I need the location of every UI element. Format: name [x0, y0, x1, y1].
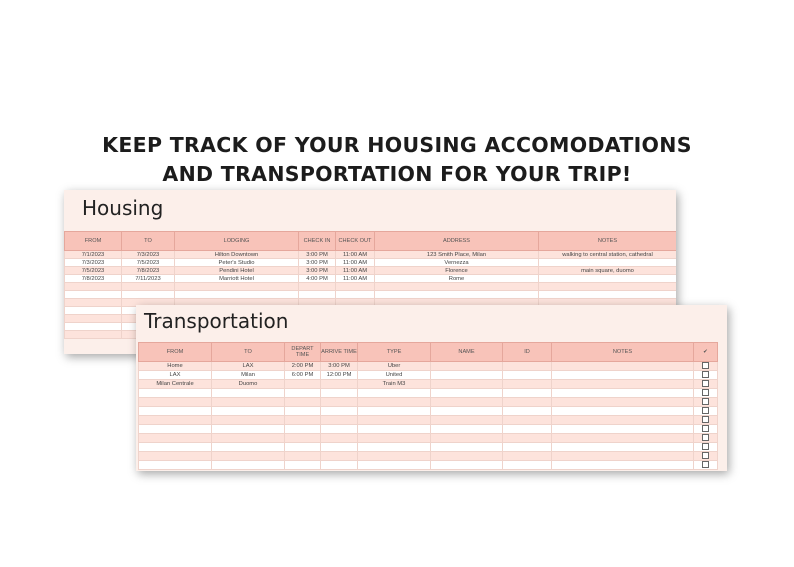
table-cell[interactable]: [285, 389, 321, 398]
table-cell[interactable]: [212, 443, 285, 452]
done-checkbox[interactable]: [702, 371, 709, 378]
transportation-sheet: [136, 305, 727, 471]
table-cell[interactable]: [539, 259, 677, 267]
table-row: [139, 380, 718, 389]
table-row: [139, 434, 718, 443]
table-cell[interactable]: [321, 461, 358, 470]
done-cell: [694, 452, 718, 461]
table-cell[interactable]: [503, 443, 552, 452]
table-cell[interactable]: 12:00 PM: [321, 371, 358, 380]
table-cell[interactable]: Milan: [212, 371, 285, 380]
done-checkbox[interactable]: [702, 380, 709, 387]
table-cell[interactable]: United: [358, 371, 431, 380]
table-cell[interactable]: [431, 371, 503, 380]
table-cell[interactable]: [65, 291, 122, 299]
table-cell[interactable]: [139, 425, 212, 434]
table-cell[interactable]: [321, 380, 358, 389]
table-row: [65, 259, 677, 267]
transport-header-id[interactable]: ID: [503, 343, 552, 362]
table-cell[interactable]: [299, 291, 336, 299]
table-cell[interactable]: [503, 389, 552, 398]
done-checkbox[interactable]: [702, 389, 709, 396]
headline: [0, 131, 794, 189]
housing-header-address[interactable]: ADDRESS: [375, 232, 539, 251]
table-cell[interactable]: 7/11/2023: [122, 275, 175, 283]
table-cell[interactable]: Marriott Hotel: [175, 275, 299, 283]
table-cell[interactable]: [431, 380, 503, 389]
table-cell[interactable]: [139, 407, 212, 416]
table-cell[interactable]: [139, 443, 212, 452]
table-cell[interactable]: [539, 275, 677, 283]
table-cell[interactable]: [285, 407, 321, 416]
table-cell[interactable]: [552, 461, 694, 470]
table-cell[interactable]: [285, 398, 321, 407]
table-cell[interactable]: [139, 416, 212, 425]
table-cell[interactable]: [321, 389, 358, 398]
table-cell[interactable]: [503, 371, 552, 380]
transport-header-to[interactable]: TO: [212, 343, 285, 362]
table-cell[interactable]: [212, 389, 285, 398]
table-cell[interactable]: [375, 291, 539, 299]
done-cell: [694, 443, 718, 452]
table-cell[interactable]: [552, 389, 694, 398]
table-cell[interactable]: Rome: [375, 275, 539, 283]
table-row: [139, 371, 718, 380]
table-cell[interactable]: [552, 362, 694, 371]
table-cell[interactable]: [503, 461, 552, 470]
table-cell[interactable]: 3:00 PM: [299, 267, 336, 275]
table-cell[interactable]: [358, 452, 431, 461]
table-row: [65, 275, 677, 283]
table-cell[interactable]: 7/5/2023: [122, 259, 175, 267]
table-cell[interactable]: 11:00 AM: [336, 251, 375, 259]
table-cell[interactable]: [552, 443, 694, 452]
done-checkbox[interactable]: [702, 416, 709, 423]
transport-header-arrive-time[interactable]: ARRIVE TIME: [321, 343, 358, 362]
table-row: [139, 443, 718, 452]
table-cell[interactable]: [336, 291, 375, 299]
table-cell[interactable]: [285, 416, 321, 425]
table-cell[interactable]: 3:00 PM: [321, 362, 358, 371]
table-cell[interactable]: [358, 434, 431, 443]
table-cell[interactable]: 7/8/2023: [122, 267, 175, 275]
table-cell[interactable]: [212, 398, 285, 407]
table-cell[interactable]: [212, 434, 285, 443]
table-cell[interactable]: [431, 443, 503, 452]
table-cell[interactable]: [431, 452, 503, 461]
table-cell[interactable]: [552, 380, 694, 389]
table-cell[interactable]: [431, 434, 503, 443]
housing-title: Housing: [82, 196, 164, 220]
table-cell[interactable]: [285, 452, 321, 461]
table-cell[interactable]: 7/3/2023: [122, 251, 175, 259]
table-cell[interactable]: [321, 398, 358, 407]
table-cell[interactable]: [503, 434, 552, 443]
table-cell[interactable]: [321, 452, 358, 461]
table-row: [139, 362, 718, 371]
table-cell[interactable]: [212, 425, 285, 434]
table-cell[interactable]: 7/5/2023: [65, 267, 122, 275]
done-cell: [694, 416, 718, 425]
table-cell[interactable]: [299, 283, 336, 291]
done-cell: [694, 371, 718, 380]
table-cell[interactable]: [139, 461, 212, 470]
table-cell[interactable]: [552, 371, 694, 380]
done-checkbox[interactable]: [702, 425, 709, 432]
table-cell[interactable]: [321, 425, 358, 434]
table-cell[interactable]: [358, 389, 431, 398]
table-row: [139, 398, 718, 407]
table-cell[interactable]: [285, 380, 321, 389]
table-cell[interactable]: [321, 407, 358, 416]
table-cell[interactable]: [503, 407, 552, 416]
done-cell: [694, 407, 718, 416]
table-cell[interactable]: Pendini Hotel: [175, 267, 299, 275]
table-row: [139, 416, 718, 425]
table-cell[interactable]: 11:00 AM: [336, 267, 375, 275]
transportation-table: [138, 342, 718, 470]
table-cell[interactable]: 6:00 PM: [285, 371, 321, 380]
table-cell[interactable]: [503, 416, 552, 425]
table-cell[interactable]: [285, 425, 321, 434]
housing-header-check-out[interactable]: CHECK OUT: [336, 232, 375, 251]
table-cell[interactable]: [139, 452, 212, 461]
table-cell[interactable]: [431, 416, 503, 425]
table-cell[interactable]: [431, 398, 503, 407]
table-cell[interactable]: [552, 434, 694, 443]
transport-header-name[interactable]: NAME: [431, 343, 503, 362]
table-cell[interactable]: Home: [139, 362, 212, 371]
table-cell[interactable]: [321, 434, 358, 443]
table-cell[interactable]: [503, 398, 552, 407]
table-cell[interactable]: [139, 434, 212, 443]
table-cell[interactable]: [212, 461, 285, 470]
table-row: [139, 389, 718, 398]
table-cell[interactable]: [539, 291, 677, 299]
housing-header-from[interactable]: FROM: [65, 232, 122, 251]
table-cell[interactable]: [285, 461, 321, 470]
table-row: [139, 461, 718, 470]
table-cell[interactable]: Milan Centrale: [139, 380, 212, 389]
table-cell[interactable]: [65, 331, 122, 339]
table-cell[interactable]: Train M3: [358, 380, 431, 389]
table-cell[interactable]: [65, 299, 122, 307]
table-cell[interactable]: 3:00 PM: [299, 259, 336, 267]
headline-line-1: KEEP TRACK OF YOUR HOUSING ACCOMODATIONS: [102, 133, 692, 157]
transport-header-type[interactable]: TYPE: [358, 343, 431, 362]
table-row: [139, 452, 718, 461]
table-cell[interactable]: [552, 407, 694, 416]
done-checkbox[interactable]: [702, 362, 709, 369]
table-cell[interactable]: [139, 398, 212, 407]
done-checkbox[interactable]: [702, 407, 709, 414]
table-row: [139, 425, 718, 434]
table-cell[interactable]: [285, 434, 321, 443]
table-cell[interactable]: [431, 362, 503, 371]
table-cell[interactable]: [358, 407, 431, 416]
table-cell[interactable]: [552, 452, 694, 461]
table-cell[interactable]: [503, 425, 552, 434]
table-cell[interactable]: [503, 362, 552, 371]
table-cell[interactable]: [175, 283, 299, 291]
done-cell: [694, 434, 718, 443]
done-cell: [694, 389, 718, 398]
table-cell[interactable]: Uber: [358, 362, 431, 371]
done-cell: [694, 398, 718, 407]
done-checkbox[interactable]: [702, 461, 709, 468]
table-row: [65, 291, 677, 299]
table-cell[interactable]: [122, 291, 175, 299]
transport-header-done[interactable]: ✔: [694, 343, 718, 362]
done-cell: [694, 461, 718, 470]
table-row: [65, 283, 677, 291]
table-cell[interactable]: 123 Smith Place, Milan: [375, 251, 539, 259]
table-cell[interactable]: [552, 416, 694, 425]
table-cell[interactable]: 7/3/2023: [65, 259, 122, 267]
table-cell[interactable]: [358, 443, 431, 452]
table-cell[interactable]: [431, 425, 503, 434]
table-cell[interactable]: [539, 283, 677, 291]
table-row: [139, 407, 718, 416]
table-cell[interactable]: [431, 389, 503, 398]
table-cell[interactable]: [431, 407, 503, 416]
table-cell[interactable]: [212, 452, 285, 461]
table-cell[interactable]: 7/8/2023: [65, 275, 122, 283]
table-cell[interactable]: 3:00 PM: [299, 251, 336, 259]
table-cell[interactable]: Peter's Studio: [175, 259, 299, 267]
table-cell[interactable]: [336, 283, 375, 291]
table-cell[interactable]: Duomo: [212, 380, 285, 389]
table-cell[interactable]: walking to central station, cathedral: [539, 251, 677, 259]
table-cell[interactable]: main square, duomo: [539, 267, 677, 275]
table-cell[interactable]: 2:00 PM: [285, 362, 321, 371]
table-cell[interactable]: [503, 452, 552, 461]
housing-header-to[interactable]: TO: [122, 232, 175, 251]
headline-line-2: AND TRANSPORTATION FOR YOUR TRIP!: [162, 162, 632, 186]
table-row: [65, 267, 677, 275]
table-cell[interactable]: Florence: [375, 267, 539, 275]
table-cell[interactable]: [375, 283, 539, 291]
table-cell[interactable]: [65, 323, 122, 331]
housing-header-notes[interactable]: NOTES: [539, 232, 677, 251]
table-cell[interactable]: [122, 283, 175, 291]
table-cell[interactable]: Vernezza: [375, 259, 539, 267]
table-cell[interactable]: [321, 416, 358, 425]
done-checkbox[interactable]: [702, 452, 709, 459]
table-cell[interactable]: [358, 425, 431, 434]
transportation-title: Transportation: [144, 309, 289, 333]
table-cell[interactable]: [503, 380, 552, 389]
table-cell[interactable]: [65, 315, 122, 323]
done-checkbox[interactable]: [702, 434, 709, 441]
transport-header-from[interactable]: FROM: [139, 343, 212, 362]
done-cell: [694, 380, 718, 389]
table-cell[interactable]: Hilton Downtown: [175, 251, 299, 259]
table-cell[interactable]: [552, 425, 694, 434]
table-cell[interactable]: [358, 461, 431, 470]
housing-header-lodging[interactable]: LODGING: [175, 232, 299, 251]
table-cell[interactable]: [321, 443, 358, 452]
table-cell[interactable]: [212, 416, 285, 425]
table-cell[interactable]: [175, 291, 299, 299]
transport-header-notes[interactable]: NOTES: [552, 343, 694, 362]
table-cell[interactable]: [65, 307, 122, 315]
table-cell[interactable]: 11:00 AM: [336, 275, 375, 283]
table-cell[interactable]: [65, 283, 122, 291]
done-checkbox[interactable]: [702, 398, 709, 405]
table-cell[interactable]: [552, 398, 694, 407]
table-cell[interactable]: [139, 389, 212, 398]
table-cell[interactable]: LAX: [212, 362, 285, 371]
done-cell: [694, 362, 718, 371]
table-cell[interactable]: 7/1/2023: [65, 251, 122, 259]
table-cell[interactable]: LAX: [139, 371, 212, 380]
done-checkbox[interactable]: [702, 443, 709, 450]
transport-header-depart-time[interactable]: DEPART TIME: [285, 343, 321, 362]
table-cell[interactable]: 4:00 PM: [299, 275, 336, 283]
table-cell[interactable]: [431, 461, 503, 470]
table-cell[interactable]: [285, 443, 321, 452]
done-cell: [694, 425, 718, 434]
table-row: [65, 251, 677, 259]
table-cell[interactable]: 11:00 AM: [336, 259, 375, 267]
table-cell[interactable]: [358, 416, 431, 425]
table-cell[interactable]: [212, 407, 285, 416]
table-cell[interactable]: [358, 398, 431, 407]
housing-header-check-in[interactable]: CHECK IN: [299, 232, 336, 251]
